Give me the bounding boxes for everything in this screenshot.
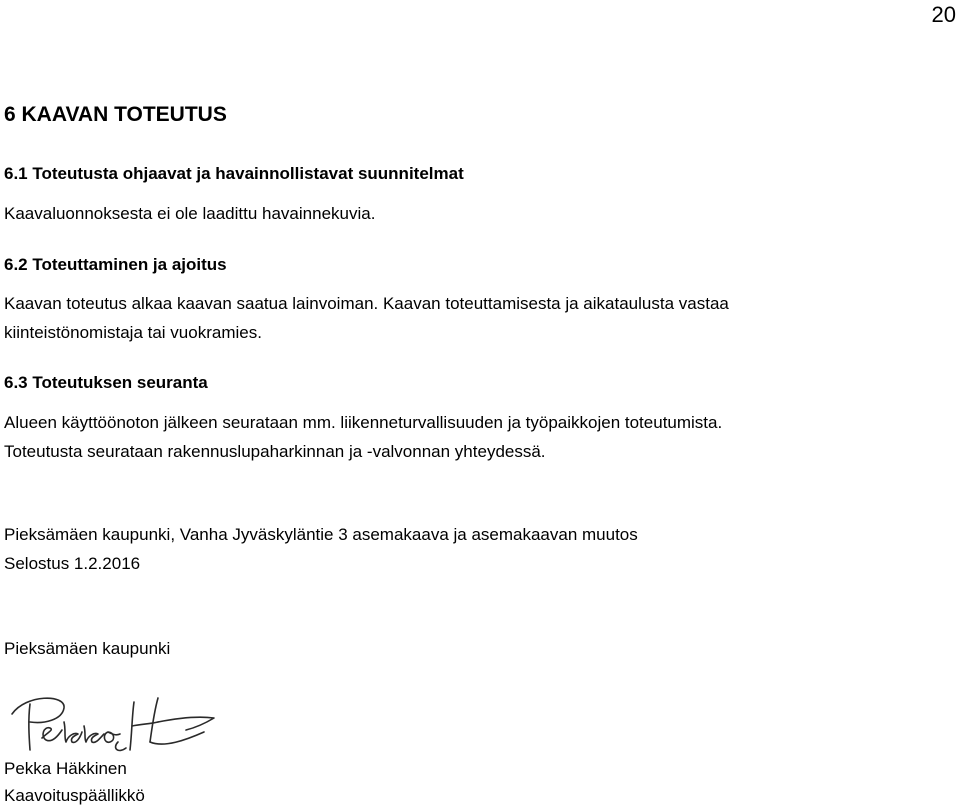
plan-name: Pieksämäen kaupunki, Vanha Jyväskyläntie 3 asemakaava ja asemakaavan muutos <box>4 525 638 544</box>
signatory <box>4 755 145 809</box>
paragraph-line: Alueen käyttöönoton jälkeen seurataan mm. liikenneturvallisuuden ja työpaikkojen toteutumista. <box>4 413 723 432</box>
paragraph-6-3 <box>4 408 722 466</box>
section-title: 6 KAAVAN TOTEUTUS <box>4 103 227 126</box>
paragraph-6-1 <box>4 203 375 225</box>
page-number: 20 <box>931 2 956 27</box>
paragraph-line: Kaavaluonnoksesta ei ole laadittu havainnekuvia. <box>4 204 376 223</box>
organization-name: Pieksämäen kaupunki <box>4 639 171 658</box>
signatory-title: Kaavoituspäällikkö <box>4 786 145 805</box>
document-date: Selostus 1.2.2016 <box>4 554 141 573</box>
paragraph-line: Kaavan toteutus alkaa kaavan saatua lainvoiman. Kaavan toteuttamisesta ja aikataulusta vastaa <box>4 294 729 313</box>
subsection-heading-6-2: 6.2 Toteuttaminen ja ajoitus <box>4 255 227 274</box>
subsection-heading-6-1: 6.1 Toteutusta ohjaavat ja havainnollistavat suunnitelmat <box>4 164 464 183</box>
paragraph-6-2 <box>4 289 729 347</box>
signatory-name: Pekka Häkkinen <box>4 759 127 778</box>
paragraph-line: kiinteistönomistaja tai vuokramies. <box>4 323 262 342</box>
document-footer <box>4 520 638 578</box>
handwritten-signature <box>8 688 218 758</box>
paragraph-line: Toteutusta seurataan rakennuslupaharkinnan ja -valvonnan yhteydessä. <box>4 442 546 461</box>
subsection-heading-6-3: 6.3 Toteutuksen seuranta <box>4 373 208 392</box>
